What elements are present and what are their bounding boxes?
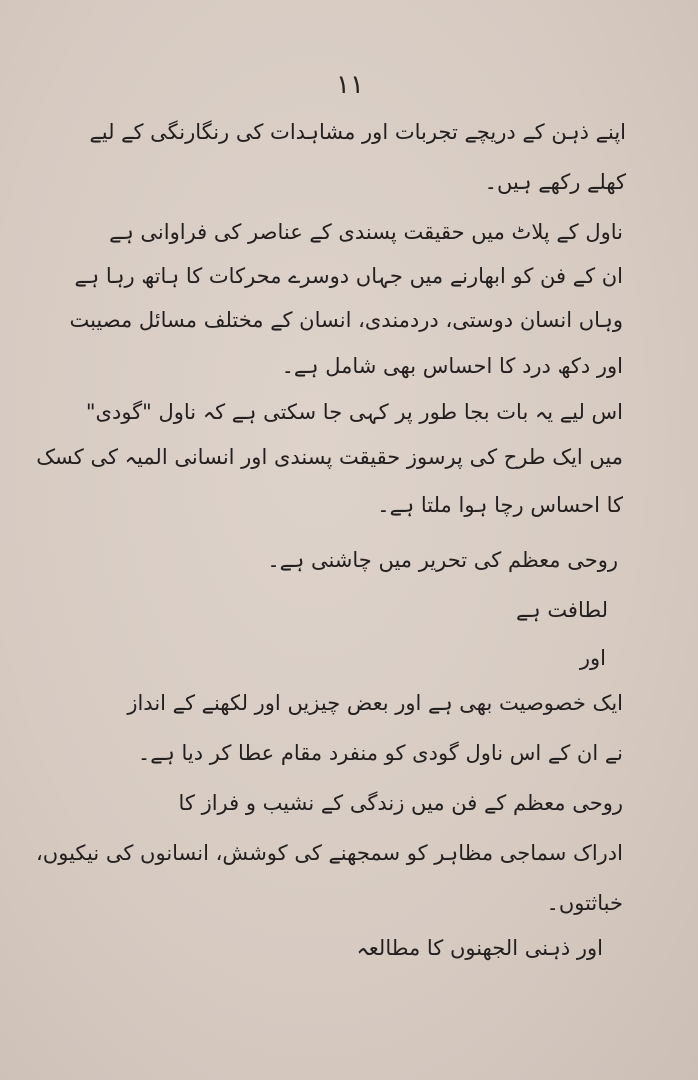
text-line: ادراک سماجی مظاہر کو سمجھنے کی کوشش، انسانوں کی نیکیوں،	[36, 841, 623, 865]
text-line: ان کے فن کو ابھارنے میں جہاں دوسرے محرکات کا ہاتھ رہا ہے	[74, 264, 623, 288]
text-line: نے ان کے اس ناول گودی کو منفرد مقام عطا کر دیا ہے۔	[137, 741, 623, 765]
text-line: روحی معظم کی تحریر میں چاشنی ہے۔	[267, 548, 618, 572]
text-line: اپنے ذہن کے دریچے تجربات اور مشاہدات کی رنگارنگی کے لیے	[89, 120, 626, 144]
text-line: اور	[579, 646, 606, 670]
text-line: اور ذہنی الجھنوں کا مطالعہ	[356, 936, 603, 960]
text-line: اس لیے یہ بات بجا طور پر کہی جا سکتی ہے کہ ناول "گودی"	[85, 400, 623, 424]
page-number: ۱۱	[336, 70, 364, 100]
text-line: خباثتوں۔	[546, 891, 623, 915]
text-line: کھلے رکھے ہیں۔	[484, 170, 626, 194]
text-line: ایک خصوصیت بھی ہے اور بعض چیزیں اور لکھنے کے انداز	[127, 691, 623, 715]
text-line: کا احساس رچا ہوا ملتا ہے۔	[377, 493, 623, 517]
text-line: لطافت ہے	[516, 598, 608, 622]
text-line: روحی معظم کے فن میں زندگی کے نشیب و فراز کا	[178, 791, 623, 815]
text-line: ناول کے پلاٹ میں حقیقت پسندی کے عناصر کی فراوانی ہے	[109, 220, 623, 244]
text-line: وہاں انسان دوستی، دردمندی، انسان کے مختلف مسائل مصیبت	[69, 308, 623, 332]
text-line: اور دکھ درد کا احساس بھی شامل ہے۔	[281, 354, 623, 378]
text-line: میں ایک طرح کی پرسوز حقیقت پسندی اور انسانی المیہ کی کسک	[36, 445, 623, 469]
